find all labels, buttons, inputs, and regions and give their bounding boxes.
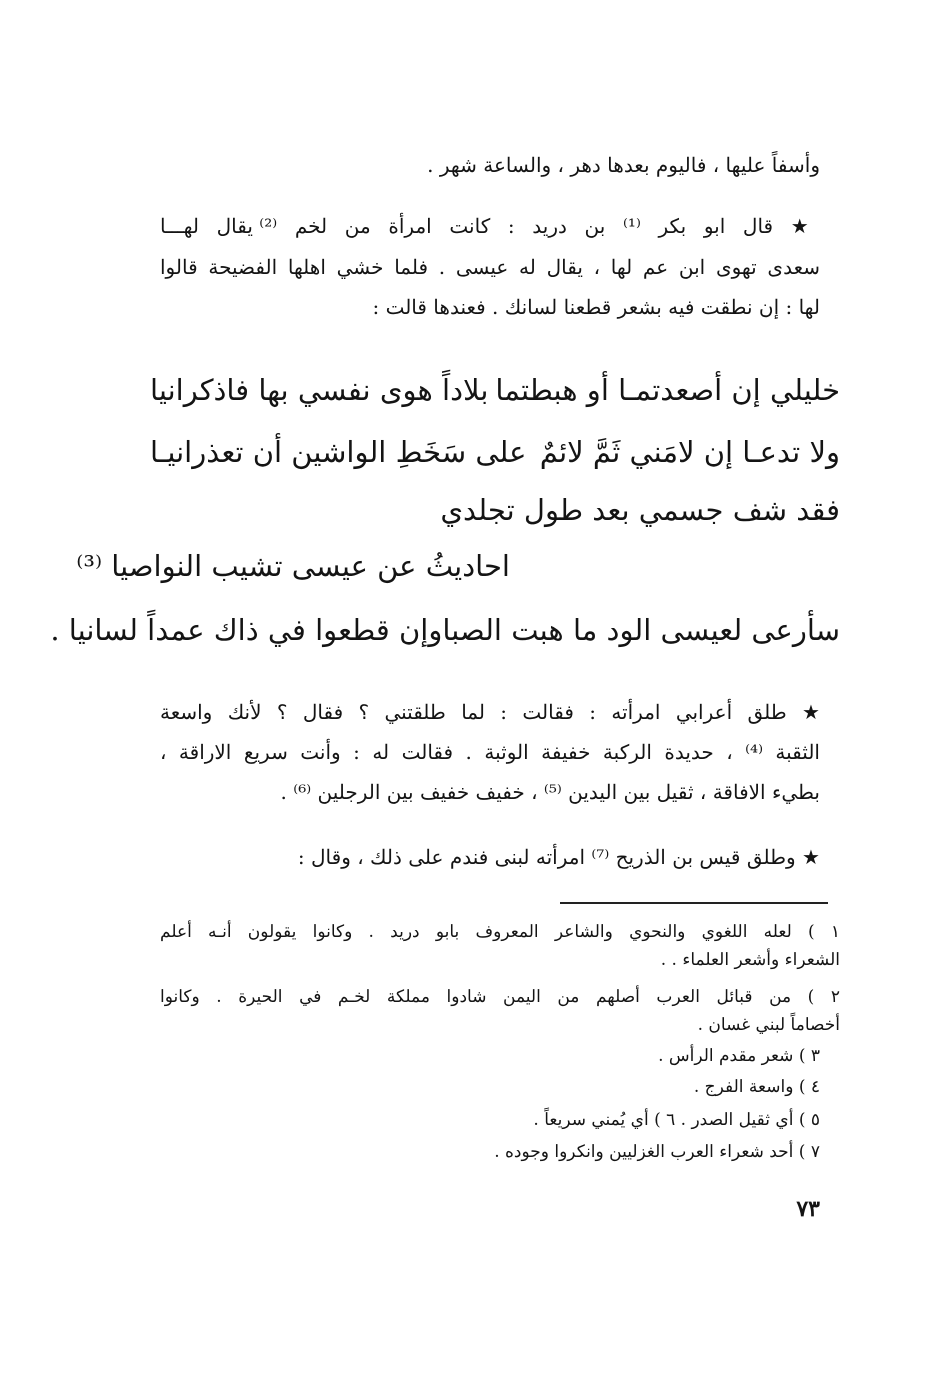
paragraph-3-line-2: الثقبة ⁽⁴⁾ ، حديدة الركبة خفيفة الوثبة . فقالت له : وأنت سريع الاراقة ، bbox=[160, 740, 820, 764]
footnote-2-line-2: أخصاماً لبني غسان . bbox=[697, 1015, 840, 1035]
footnote-2-line-1: ٢ ) من قبائل العرب أصلهم من اليمن شادوا مملكة لخـم في الحيرة . وكانوا bbox=[160, 987, 840, 1007]
paragraph-4-line-1: ★ وطلق قيس بن الذريح ⁽⁷⁾ امرأته لبنى فندم على ذلك ، وقال : bbox=[297, 845, 820, 869]
poem-verse-2-right-hemistich: ولا تدعـا إن لامَني ثَمَّ لائمٌ bbox=[539, 435, 840, 469]
poem-verse-1 bbox=[150, 368, 840, 412]
poem-verse-3-right-hemistich: فقد شف جسمي بعد طول تجلدي bbox=[440, 493, 840, 527]
footnote-3: ٣ ) شعر مقدم الرأس . bbox=[658, 1046, 820, 1066]
poem-verse-4-left-hemistich: وإن قطعوا في ذاك عمداً لسانيا . bbox=[50, 613, 443, 647]
footnote-4: ٤ ) واسعة الفرج . bbox=[693, 1077, 820, 1097]
paragraph-2-line-1: ★ قال ابو بكر ⁽¹⁾ بن دريد : كانت امرأة من لخم ⁽²⁾ يقال لهـــا bbox=[160, 214, 821, 238]
footnote-7: ٧ ) أحد شعراء العرب الغزليين وانكروا وجوده . bbox=[494, 1142, 820, 1162]
poem-verse-4-right-hemistich: سأرعى لعيسى الود ما هبت الصبا bbox=[442, 613, 840, 647]
footnote-1-line-1: ١ ) لعله اللغوي والنحوي والشاعر المعروف بابو دريد . وكانوا يقولون أنـه أعلم bbox=[160, 922, 840, 942]
paragraph-3-line-3: بطيء الافاقة ، ثقيل بين اليدين ⁽⁵⁾ ، خفيف خفيف بين الرجلين ⁽⁶⁾ . bbox=[280, 780, 820, 804]
footnote-1-line-2: الشعراء وأشعر العلماء . . bbox=[660, 950, 840, 970]
poem-verse-1-right-hemistich: خليلي إن أصعدتمـا أو هبطتما bbox=[495, 373, 840, 407]
paragraph-1-line-1: وأسفاً عليها ، فاليوم بعدها دهر ، والساعة شهر . bbox=[427, 153, 820, 177]
paragraph-3-line-1: ★ طلق أعرابي امرأته : فقالت : لما طلقتني ؟ فقال ؟ لأنك واسعة bbox=[160, 700, 820, 724]
footnote-separator bbox=[560, 902, 828, 904]
poem-verse-4 bbox=[50, 608, 840, 652]
poem-verse-3-left-hemistich: احاديثُ عن عيسى تشيب النواصيا ⁽³⁾ bbox=[76, 549, 510, 583]
footnote-5-6: ٥ ) أي ثقيل الصدر . ٦ ) أي يُمني سريعاً . bbox=[533, 1110, 820, 1130]
paragraph-2-line-2: سعدى تهوى ابن عم لها ، يقال له عيسى . فلما خشي اهلها الفضيحة قالوا bbox=[160, 255, 820, 279]
poem-verse-1-left-hemistich: بلاداً هوى نفسي بها فاذكرانيا bbox=[150, 373, 489, 407]
page-number: ٧٣ bbox=[796, 1196, 820, 1222]
paragraph-2-line-3: لها : إن نطقت فيه بشعر قطعنا لسانك . فعندها قالت : bbox=[372, 295, 820, 319]
poem-verse-2-left-hemistich: على سَخَطِ الواشين أن تعذرانيـا bbox=[150, 435, 527, 469]
poem-verse-2 bbox=[150, 430, 840, 474]
